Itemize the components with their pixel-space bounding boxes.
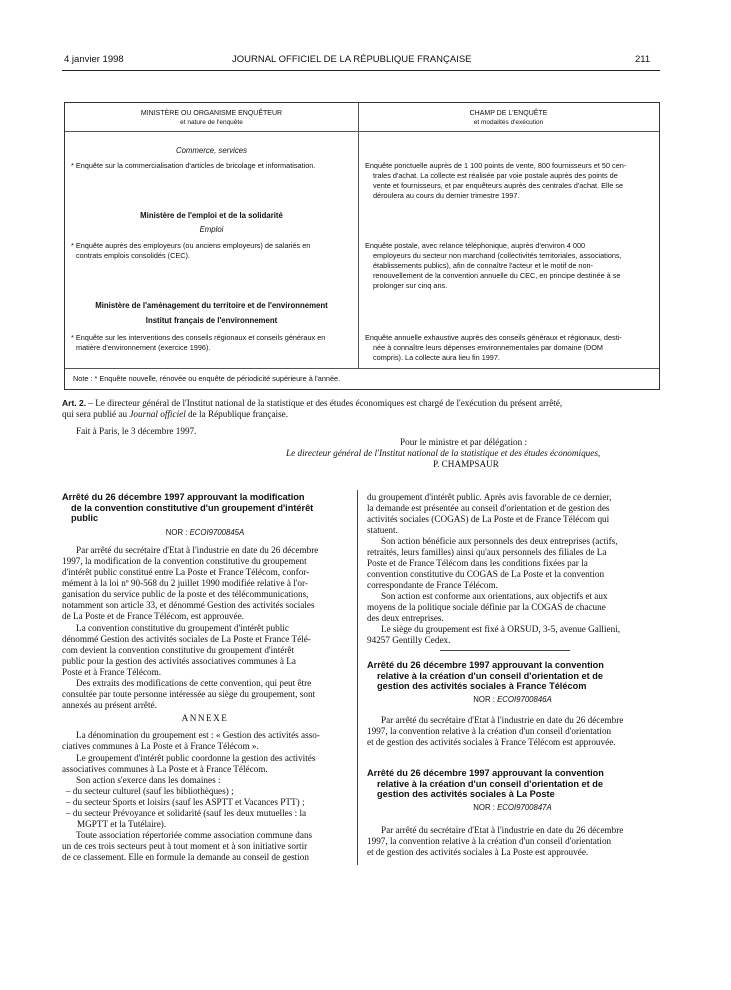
arrete1-p2: La convention constitutive du groupement d'intérêt public dénommé Gestion des activités sociales de La Poste et France Télé- com devient la convention constitutive du groupement d'intérêt public pour la gestion des activités associatives communes à La Poste et à France Télécom. xyxy=(62,623,311,677)
s1-left: * Enquête sur la commercialisation d'articles de bricolage et informatisation. xyxy=(71,161,316,170)
arrete3-body: Par arrêté du secrétaire d'Etat à l'industrie en date du 26 décembre 1997, la convention relative à la création d'un conseil d'orientation et de gestion des activités sociales à La Poste est approuvée. xyxy=(367,825,624,857)
table-header-rule xyxy=(65,131,659,132)
journal-title: JOURNAL OFFICIEL DE LA RÉPUBLIQUE FRANÇAISE xyxy=(232,54,472,65)
category-commerce: Commerce, services xyxy=(175,146,248,155)
article-2-line2c: de la République française. xyxy=(185,409,289,419)
arrete2-nor: NOR : ECOI9700846A xyxy=(473,695,552,704)
annexe-r2: Son action bénéficie aux personnels des deux entreprises (actifs, retraités, leurs familles) ainsi qu'aux personnels des filiales de La Poste et de France Télécom dans les conditions fixées par la convention constitutive du COGAS de La Poste et la convention correspondante de France Télécom. xyxy=(367,536,618,590)
column-divider xyxy=(357,490,358,865)
article-2-journal: Journal officiel xyxy=(129,409,186,419)
header-rule xyxy=(62,70,660,71)
annexe-r3: Son action est conforme aux orientations, aux objectifs et aux moyens de la politique sociale définie par la COGAS de chacune des deux entreprises. xyxy=(367,591,608,623)
annexe-r1: du groupement d'intérêt public. Après avis favorable de ce dernier, la demande est présentée au conseil d'orientation et de gestion des activités sociales (COGAS) de La Poste et de France Télécom qui statuent. xyxy=(367,492,612,535)
arrete2-title: Arrêté du 26 décembre 1997 approuvant la convention relative à la création d'un conseil d'orientation et de gestion des activités sociales à France Télécom xyxy=(367,660,604,691)
col1-header-title: MINISTÈRE OU ORGANISME ENQUÊTEUR xyxy=(140,110,283,117)
fait-a-paris: Fait à Paris, le 3 décembre 1997. xyxy=(76,426,197,436)
s2-left: * Enquête auprès des employeurs (ou anciens employeurs) de salariés en contrats emplois consolidés (CEC). xyxy=(71,241,311,260)
ministry-emploi: Ministère de l'emploi et de la solidarité xyxy=(140,211,283,220)
col2-header-title: CHAMP DE L'ENQUÊTE xyxy=(469,110,548,117)
arrete3-nor: NOR : ECOI9700847A xyxy=(473,803,552,812)
institute-environnement: Institut français de l'environnement xyxy=(145,316,278,325)
annexe-p1: La dénomination du groupement est : « Gestion des activités asso- ciatives communes à La Poste et à France Télécom ». xyxy=(62,730,320,751)
col1-header xyxy=(65,109,358,127)
arrete3-title: Arrêté du 26 décembre 1997 approuvant la convention relative à la création d'un conseil d'orientation et de gestion des activités sociales à La Poste xyxy=(367,768,604,799)
survey-table xyxy=(64,102,660,390)
ministry-amenagement: Ministère de l'aménagement du territoire et de l'environnement xyxy=(95,301,328,310)
s2-right: Enquête postale, avec relance téléphonique, auprès d'environ 4 000 employeurs du secteur non marchand (collectivités territoriales, associations, établissements publics), afin de connaître l'acteur et le motif de non- renouvellement de la convention annuelle du CEC, en principe destinée à se prolonger sur cinq ans. xyxy=(365,241,622,290)
separator-1 xyxy=(440,650,570,651)
arrete2-body: Par arrêté du secrétaire d'Etat à l'industrie en date du 26 décembre 1997, la convention relative à la création d'un conseil d'orientation et de gestion des activités sociales à France Télécom est approuvée. xyxy=(367,715,624,747)
arrete1-p1: Par arrêté du secrétaire d'Etat à l'industrie en date du 26 décembre 1997, la modification de la convention constitutive du groupement d'intérêt public constitué entre La Poste et France Télécom, confor- mément à la loi nº 90-568 du 2 juillet 1990 modifiée relative à l'or- ganisation du service public de la poste et des télécommunications, notamment son article 33, et dénommé Gestion des activités sociales de La Poste et de France Télécom, est approuvée. xyxy=(62,545,319,621)
annexe-r4: Le siège du groupement est fixé à ORSUD, 3-5, avenue Gallieni, 94257 Gentilly Cedex. xyxy=(367,624,621,645)
article-2-line2a: qui sera publié au xyxy=(62,409,130,419)
arrete1-p3: Des extraits des modifications de cette convention, qui peut être consultée par toute personne intéressée au siège du groupement, sont annexés au présent arrêté. xyxy=(62,678,316,710)
annexe-heading: ANNEXE xyxy=(181,713,229,723)
signature-line1: Pour le ministre et par délégation : xyxy=(400,437,528,447)
s3-left: * Enquête sur les interventions des conseils régionaux et conseils généraux en matière d'environnement (exercice 1996). xyxy=(71,333,326,352)
s1-right: Enquête ponctuelle auprès de 1 100 points de vente, 800 fournisseurs et 50 cen- trales d'achat. La collecte est réalisée par voie postale auprès des points de vente et fournisseurs, et par enquêteurs auprès des centrales d'achat. Elle se déroulera au cours du dernier trimestre 1997. xyxy=(365,161,627,200)
arrete1-title: Arrêté du 26 décembre 1997 approuvant la modification de la convention constitutive d'un groupement d'intérêt public xyxy=(62,492,314,523)
col2-header-sub: et modalités d'exécution xyxy=(473,119,544,126)
header-date: 4 janvier 1998 xyxy=(64,54,124,65)
page-number: 211 xyxy=(635,54,651,65)
annexe-p3: Son action s'exerce dans les domaines : – du secteur culturel (sauf les bibliothèques) ; – du secteur Sports et loisirs (sauf les ASPTT et Vacances PTT) ; – du secteur Prévoyance et solidarité (sauf les deux mutuelles : la MGPTT et la Tutélaire). xyxy=(66,775,307,829)
annexe-p2: Le groupement d'intérêt public coordonne la gestion des activités associatives communes à La Poste et à France Télécom. xyxy=(62,753,316,774)
col2-header xyxy=(358,109,659,127)
table-column-rule xyxy=(358,103,359,368)
s3-right: Enquête annuelle exhaustive auprès des conseils généraux et régionaux, desti- née à connaître leurs dépenses environnementales par domaine (DOM compris). La collecte aura lieu fin 1997. xyxy=(365,333,622,362)
article-2-line1: – Le directeur général de l'Institut national de la statistique et des études économiques est chargé de l'exécution du présent arrêté, xyxy=(86,398,563,408)
category-emploi: Emploi xyxy=(199,225,224,234)
arrete1-nor: NOR : ECOI9700845A xyxy=(165,528,245,537)
col1-header-sub: et nature de l'enquête xyxy=(180,119,243,126)
article-2-label: Art. 2. xyxy=(62,398,87,408)
table-note: Note : * Enquête nouvelle, rénovée ou enquête de périodicité supérieure à l'année. xyxy=(73,374,341,383)
signature-name: P. CHAMPSAUR xyxy=(433,459,499,469)
table-note-rule xyxy=(65,368,659,369)
signature-line2: Le directeur général de l'Institut national de la statistique et des études économiques, xyxy=(286,448,601,458)
annexe-p4: Toute association répertoriée comme association commune dans un de ces trois secteurs peut à tout moment et à son initiative sortir de ce classement. Elle en formule la demande au conseil de gestion xyxy=(62,830,313,862)
article-2 xyxy=(62,398,658,420)
